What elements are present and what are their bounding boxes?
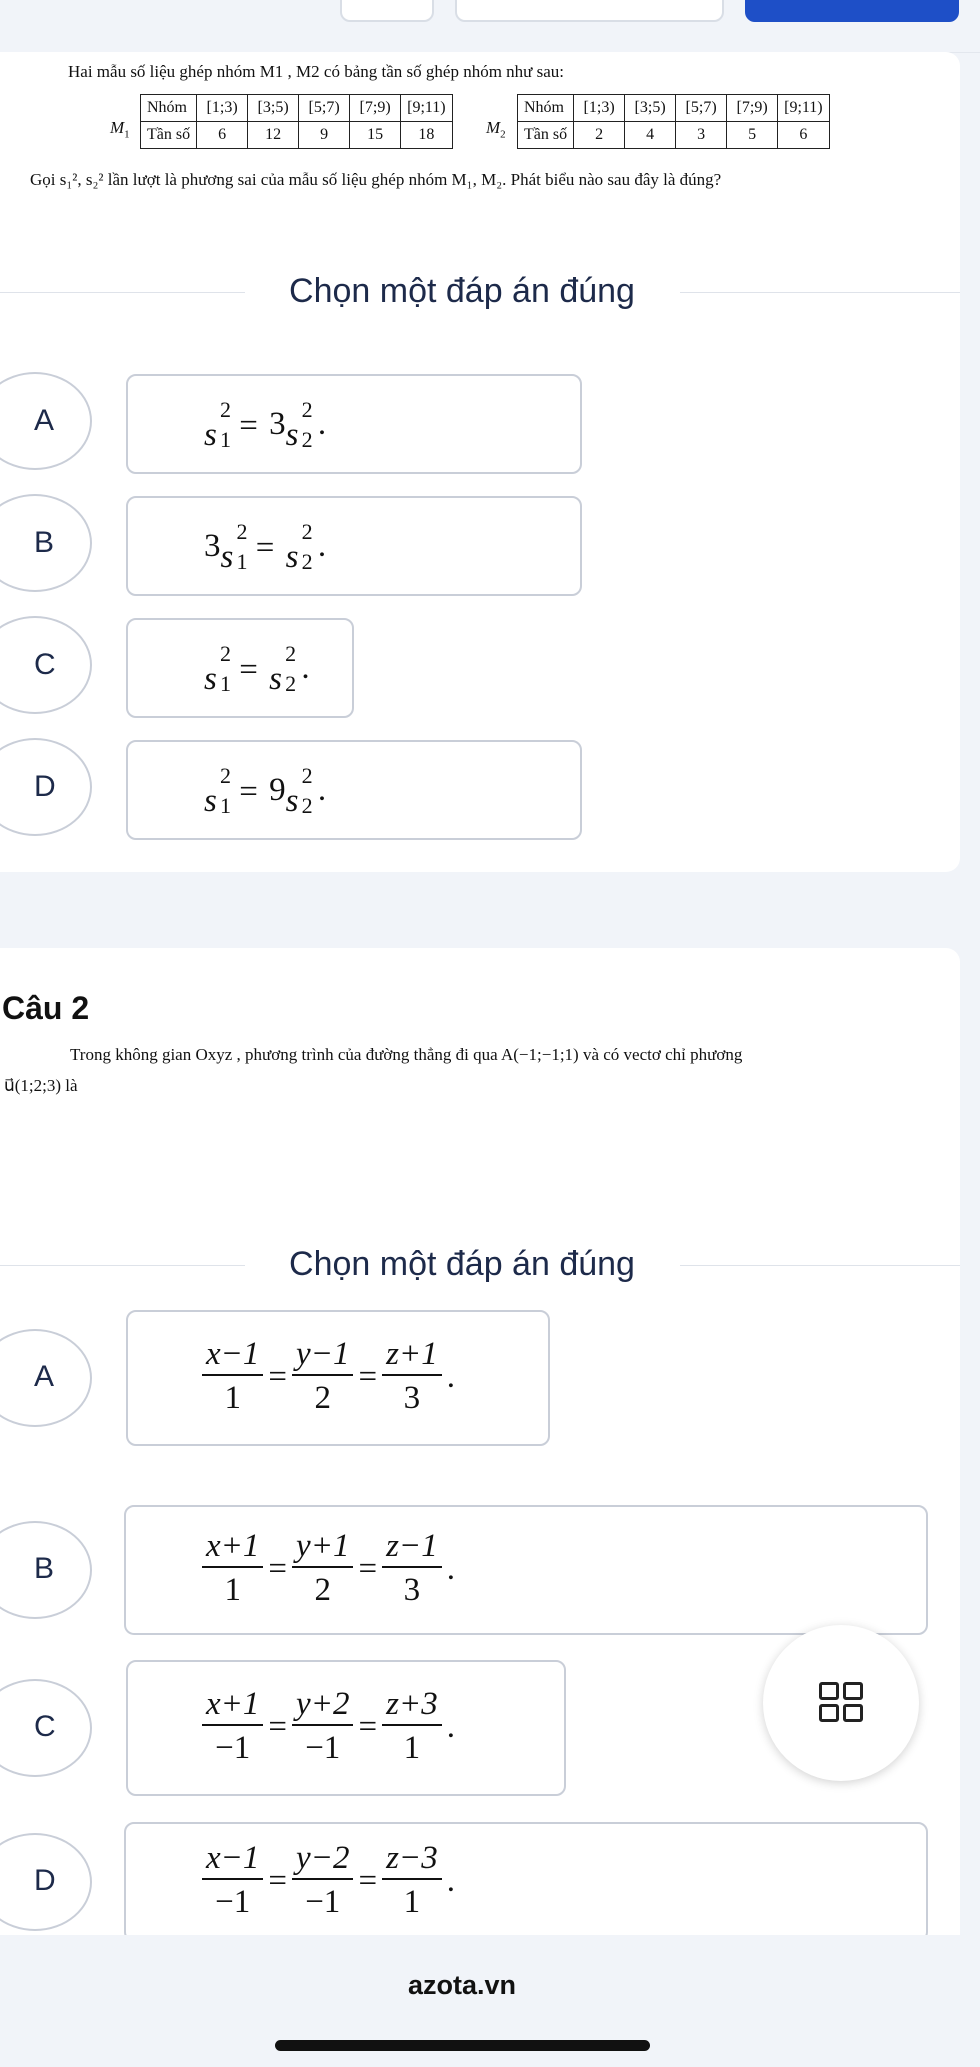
table-cell: 9 [299,122,350,149]
question-1-ask: Gọi s₁², s₂² lần lượt là phương sai của mẫu số liệu ghép nhóm M₁, M₂. Phát biểu nào sau đây là đúng? [30,170,722,189]
answer-formula: $\frac{x+1}{-1}$ = $\frac{y+2}{-1}$ = $\frac{z+3}{1}$ . [200,1684,458,1770]
table-cell: 3 [676,122,727,149]
choose-answer-heading-1: Chọn một đáp án đúng [0,272,960,312]
table-cell: [7;9) [350,95,401,122]
question-2-title: Câu 2 [2,990,90,1026]
table-header-cell: Tần số [518,122,574,149]
table-cell: [9;11) [401,95,453,122]
table-cell: [5;7) [299,95,350,122]
answer-formula: $\frac{x-1}{-1}$ = $\frac{y-2}{-1}$ = $\frac{z-3}{1}$ . [200,1838,458,1924]
question-2-text-cont: u⃗(1;2;3) là [4,1076,78,1095]
top-button-middle[interactable] [455,0,724,22]
answer-option-b[interactable] [126,496,582,596]
site-name: azota.vn [407,1970,517,2000]
choose-answer-heading-2: Chọn một đáp án đúng [0,1245,960,1285]
table-cell: [9;11) [778,95,830,122]
option-letter: A [34,404,55,437]
option-letter: B [34,526,55,559]
option-letter: C [34,648,56,681]
top-button-primary[interactable] [745,0,959,22]
table-header-cell: Nhóm [518,95,574,122]
question-1-intro: Hai mẫu số liệu ghép nhóm M1 , M2 có bảng tần số ghép nhóm như sau: [68,62,565,81]
top-bar [0,0,980,53]
table-cell: 2 [574,122,625,149]
table-cell: [7;9) [727,95,778,122]
answer-option-d[interactable] [126,740,582,840]
option-letter: B [34,1552,55,1585]
table-cell: [3;5) [625,95,676,122]
table-2-label: $M_2$ [486,118,506,141]
table-cell: 18 [401,122,453,149]
footer [0,1935,980,2067]
option-letter: D [34,1864,56,1897]
table-cell: 5 [727,122,778,149]
answer-option-a[interactable] [126,374,582,474]
table-cell: 6 [197,122,248,149]
frequency-table-m1 [140,94,453,149]
table-cell: [5;7) [676,95,727,122]
answer-formula: s 2 1 = 9 s 2 2 . [204,763,327,820]
option-letter: A [34,1360,55,1393]
answer-formula: s 2 1 = s 2 2 . [204,641,310,698]
grid-menu-button[interactable] [763,1625,919,1781]
table-header-cell: Nhóm [141,95,197,122]
table-cell: 12 [248,122,299,149]
table-cell: [1;3) [197,95,248,122]
answer-formula: $\frac{x+1}{1}$ = $\frac{y+1}{2}$ = $\frac{z-1}{3}$ . [200,1526,458,1612]
table-cell: [1;3) [574,95,625,122]
table-cell: 15 [350,122,401,149]
table-header-cell: Tần số [141,122,197,149]
answer-formula: 3 s 2 1 = s 2 2 . [204,519,327,576]
table-1-label: $M_1$ [110,118,130,141]
option-letter: D [34,770,56,803]
option-letter: C [34,1710,56,1743]
answer-formula: s 2 1 = 3 s 2 2 . [204,397,327,454]
frequency-table-m2 [517,94,830,149]
table-cell: 6 [778,122,830,149]
question-2-text: Trong không gian Oxyz , phương trình của đường thẳng đi qua A(−1;−1;1) và có vectơ chỉ phương [70,1045,743,1064]
table-cell: [3;5) [248,95,299,122]
home-indicator[interactable] [275,2040,650,2051]
table-cell: 4 [625,122,676,149]
answer-formula: $\frac{x-1}{1}$ = $\frac{y-1}{2}$ = $\frac{z+1}{3}$ . [200,1334,458,1420]
top-button-left[interactable] [340,0,434,22]
